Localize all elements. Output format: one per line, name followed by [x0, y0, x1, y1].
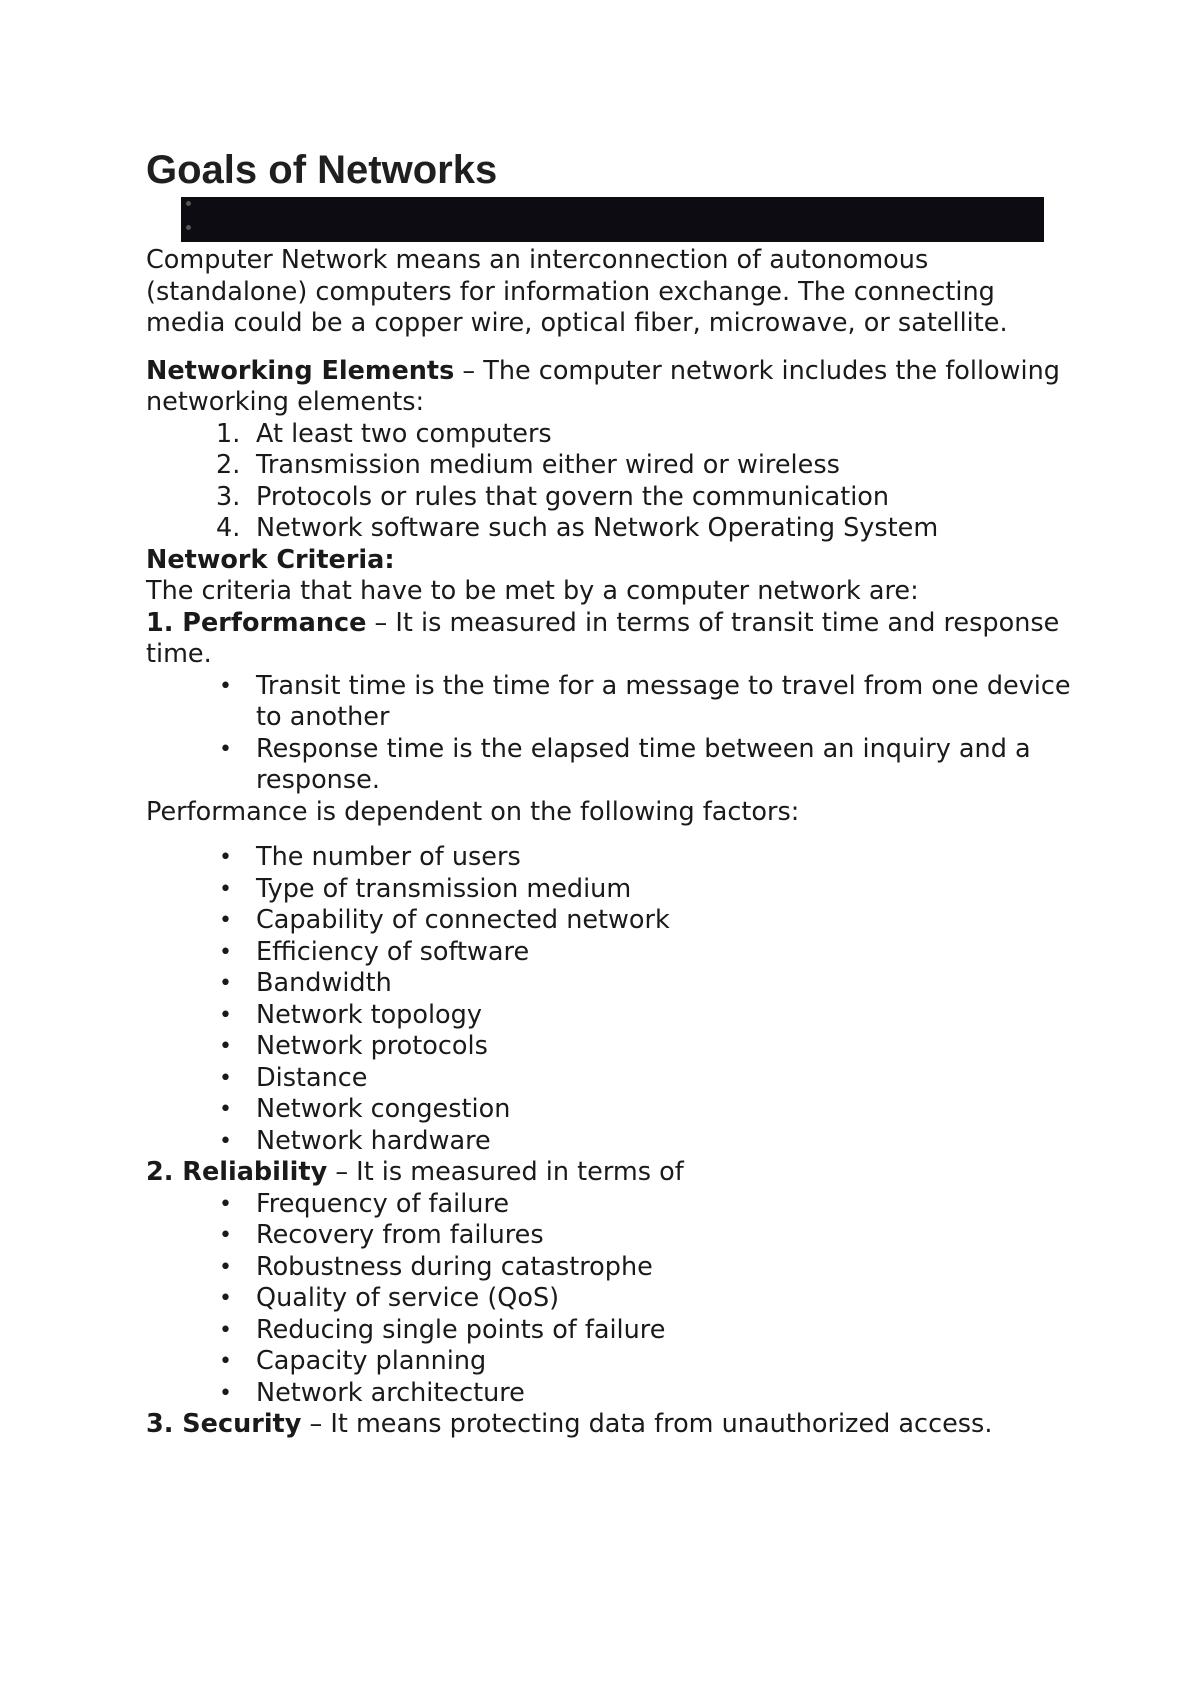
list-item: • Transit time is the time for a message to travel from one device to another	[219, 670, 1071, 732]
list-item: • Distance	[219, 1062, 368, 1093]
criteria-text: The criteria that have to be met by a computer network are:	[146, 576, 919, 606]
bullet-icon: •	[219, 1223, 232, 1248]
list-item: • Response time is the elapsed time between an inquiry and a response.	[219, 733, 1031, 795]
reliability-paragraph	[146, 1157, 1076, 1189]
list-item: • Capability of connected network	[219, 905, 670, 935]
page-title: Goals of Networks	[146, 148, 498, 192]
performance-list	[146, 671, 1076, 797]
list-item: • Network architecture	[219, 1377, 525, 1408]
bullet-icon: •	[219, 736, 232, 762]
list-item: • Quality of service (QoS)	[219, 1283, 560, 1313]
bullet-icon: •	[219, 908, 232, 933]
list-item: • Network protocols	[219, 1031, 488, 1061]
bullet-icon: •	[219, 1034, 232, 1059]
list-item: • Network topology	[219, 999, 482, 1030]
reliability-text: – It is measured in terms of	[327, 1157, 684, 1187]
elements-text: – The computer network includes the following networking elements:	[146, 355, 1060, 417]
bullet-icon: •	[219, 1097, 232, 1122]
redaction-bar	[181, 197, 1044, 242]
bullet-icon: •	[219, 971, 232, 996]
list-item: 2. Transmission medium either wired or wireless	[216, 450, 840, 480]
list-item: • Reducing single points of failure	[219, 1314, 666, 1345]
bullet-icon: •	[219, 876, 232, 902]
factors-list	[146, 842, 1076, 1157]
list-item: • Recovery from failures	[219, 1220, 544, 1250]
list-item: • Efficiency of software	[219, 936, 530, 967]
list-item: • Network congestion	[219, 1094, 511, 1124]
bullet-icon: •	[219, 1191, 232, 1217]
bullet-icon: •	[219, 673, 232, 699]
bullet-icon: •	[219, 1349, 232, 1374]
bullet-icon: •	[219, 1002, 232, 1028]
performance-paragraph	[146, 608, 1076, 671]
list-item: • Network hardware	[219, 1125, 491, 1156]
bullet-icon: •	[219, 1128, 232, 1154]
list-item: 1. At least two computers	[216, 418, 552, 449]
security-paragraph	[146, 1409, 1076, 1441]
bullet-icon: •	[219, 1254, 232, 1280]
list-item: 4. Network software such as Network Operating System	[216, 513, 939, 543]
elements-list	[146, 419, 1076, 545]
reliability-list	[146, 1189, 1076, 1410]
list-item: • The number of users	[219, 842, 521, 872]
elements-paragraph	[146, 356, 1076, 419]
redacted-bullet-icon	[186, 225, 191, 230]
list-item: • Capacity planning	[219, 1346, 487, 1376]
bullet-icon: •	[219, 1380, 232, 1406]
list-item: • Type of transmission medium	[219, 873, 632, 904]
reliability-heading: 2. Reliability	[146, 1157, 328, 1187]
bullet-icon: •	[219, 939, 232, 965]
bullet-icon: •	[219, 1286, 232, 1311]
list-item: • Bandwidth	[219, 968, 392, 998]
security-text: – It means protecting data from unauthorized access.	[301, 1409, 993, 1439]
factors-intro: Performance is dependent on the following factors:	[146, 796, 800, 827]
list-item: • Frequency of failure	[219, 1188, 510, 1219]
list-item: • Robustness during catastrophe	[219, 1251, 653, 1282]
performance-text: – It is measured in terms of transit time and response time.	[146, 607, 1060, 669]
document-content	[146, 146, 1076, 1441]
elements-heading: Networking Elements	[146, 355, 455, 386]
intro-paragraph: Computer Network means an interconnection of autonomous (standalone) computers for information exchange. The connecting media could be a copper wire, optical fiber, microwave, or satellite.	[146, 245, 1008, 338]
criteria-heading: Network Criteria:	[146, 544, 395, 575]
bullet-icon: •	[219, 1065, 232, 1091]
security-heading: 3. Security	[146, 1409, 302, 1439]
bullet-icon: •	[219, 845, 232, 870]
redacted-bullet-icon	[186, 201, 191, 206]
bullet-icon: •	[219, 1317, 232, 1343]
performance-heading: 1. Performance	[146, 607, 367, 638]
list-item: 3. Protocols or rules that govern the communication	[216, 481, 890, 512]
